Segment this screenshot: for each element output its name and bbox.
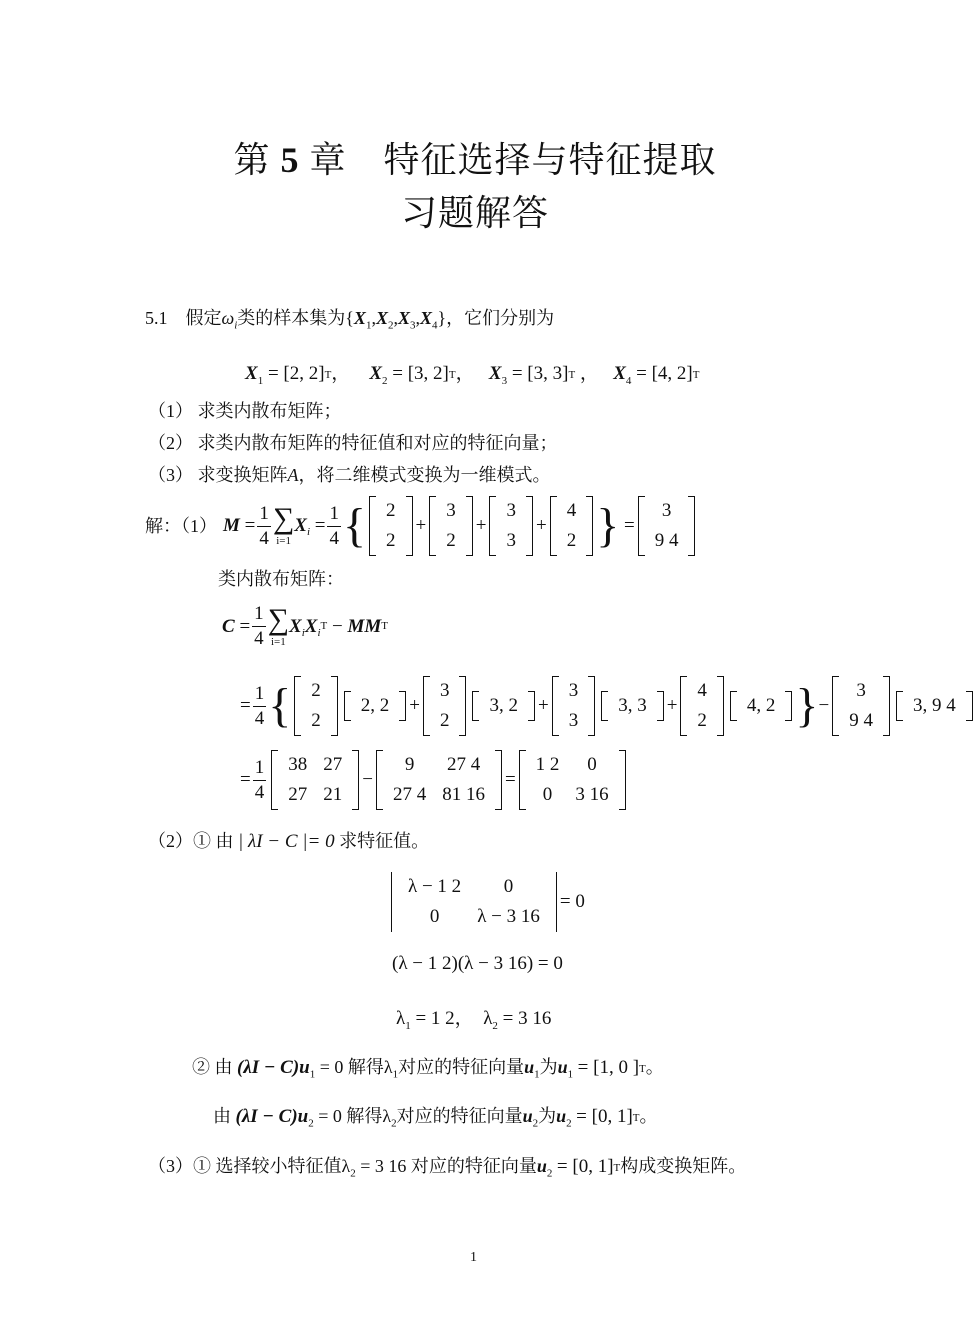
mean-equation: 解：（1） M = $\frac{1}{4}$ ∑ i=1 X $_i$ = $\frac{1}{4}$ { 2 2 + 3 2 + 3 3 + 4 2 } = 3 9 4 (145, 496, 698, 556)
question-2: （2） 求类内散布矩阵的特征值和对应的特征向量； (148, 433, 558, 453)
question-3: （3） 求变换矩阵A，将二维模式变换为一维模式。 (148, 465, 551, 485)
scatter-result: = $\frac{1}{4}$ 38 27 27 21 − 9 27 4 27 4 81 16 = 1 2 0 0 3 16 (240, 750, 629, 810)
eigenvector-2: 由 $(\lambda I - C)u_2 = 0$ 解得$\lambda_2$对应的特征向量$u_2$为$u_2 = [0$, 1]T。 (213, 1106, 658, 1130)
part2-intro: （2）① 由 | λI − C |= 0 求特征值。 (148, 831, 430, 852)
eigenvalues: $\lambda_1 = 1$ 2， $\lambda_2 = 3$ 16 (396, 1008, 552, 1032)
characteristic-equation: (λ − 1 2)(λ − 3 16) = 0 (392, 953, 563, 974)
sample-list: $X_1 = [2$, 2]T， $X_2 = [3$, 2]T， $X_3 = [3$, 3]T ， $X_4 = [4$, 2]T (245, 363, 700, 387)
scatter-label: 类内散布矩阵： (218, 569, 344, 589)
scatter-definition: C = $\frac{1}{4}$ ∑ i=1 X $_i$ X $_i$ T − MM T (222, 602, 389, 649)
chapter-title: 第 5 章 特征选择与特征提取 (233, 140, 717, 180)
problem-statement: 5.1 假定$\omega_i$类的样本集为$\{X_1,X_2,X_3,X_4\}$，它们分别为 (145, 308, 555, 332)
scatter-expansion: = $\frac{1}{4}$ { 2 2 2, 2 + 3 2 3, 2 + 3 3 3, 3 + 4 2 4, 2 } − 3 9 4 3, 9 4 (240, 676, 976, 736)
chapter-subtitle: 习题解答 (400, 193, 549, 233)
question-1: （1） 求类内散布矩阵； (148, 401, 342, 421)
eigenvector-1: ② 由 $(\lambda I - C)u_1 = 0$ 解得$\lambda_1$对应的特征向量$u_1$为$u_1 = [1$, 0 ]T。 (192, 1057, 664, 1081)
characteristic-determinant: λ − 1 2 0 0 λ − 3 16 = 0 (388, 872, 585, 932)
page-number: 1 (470, 1250, 477, 1265)
part3-statement: （3）① 选择较小特征值$\lambda_2 = 3$ 16 对应的特征向量$u_2 = [0$, 1]T构成变换矩阵。 (148, 1156, 747, 1180)
